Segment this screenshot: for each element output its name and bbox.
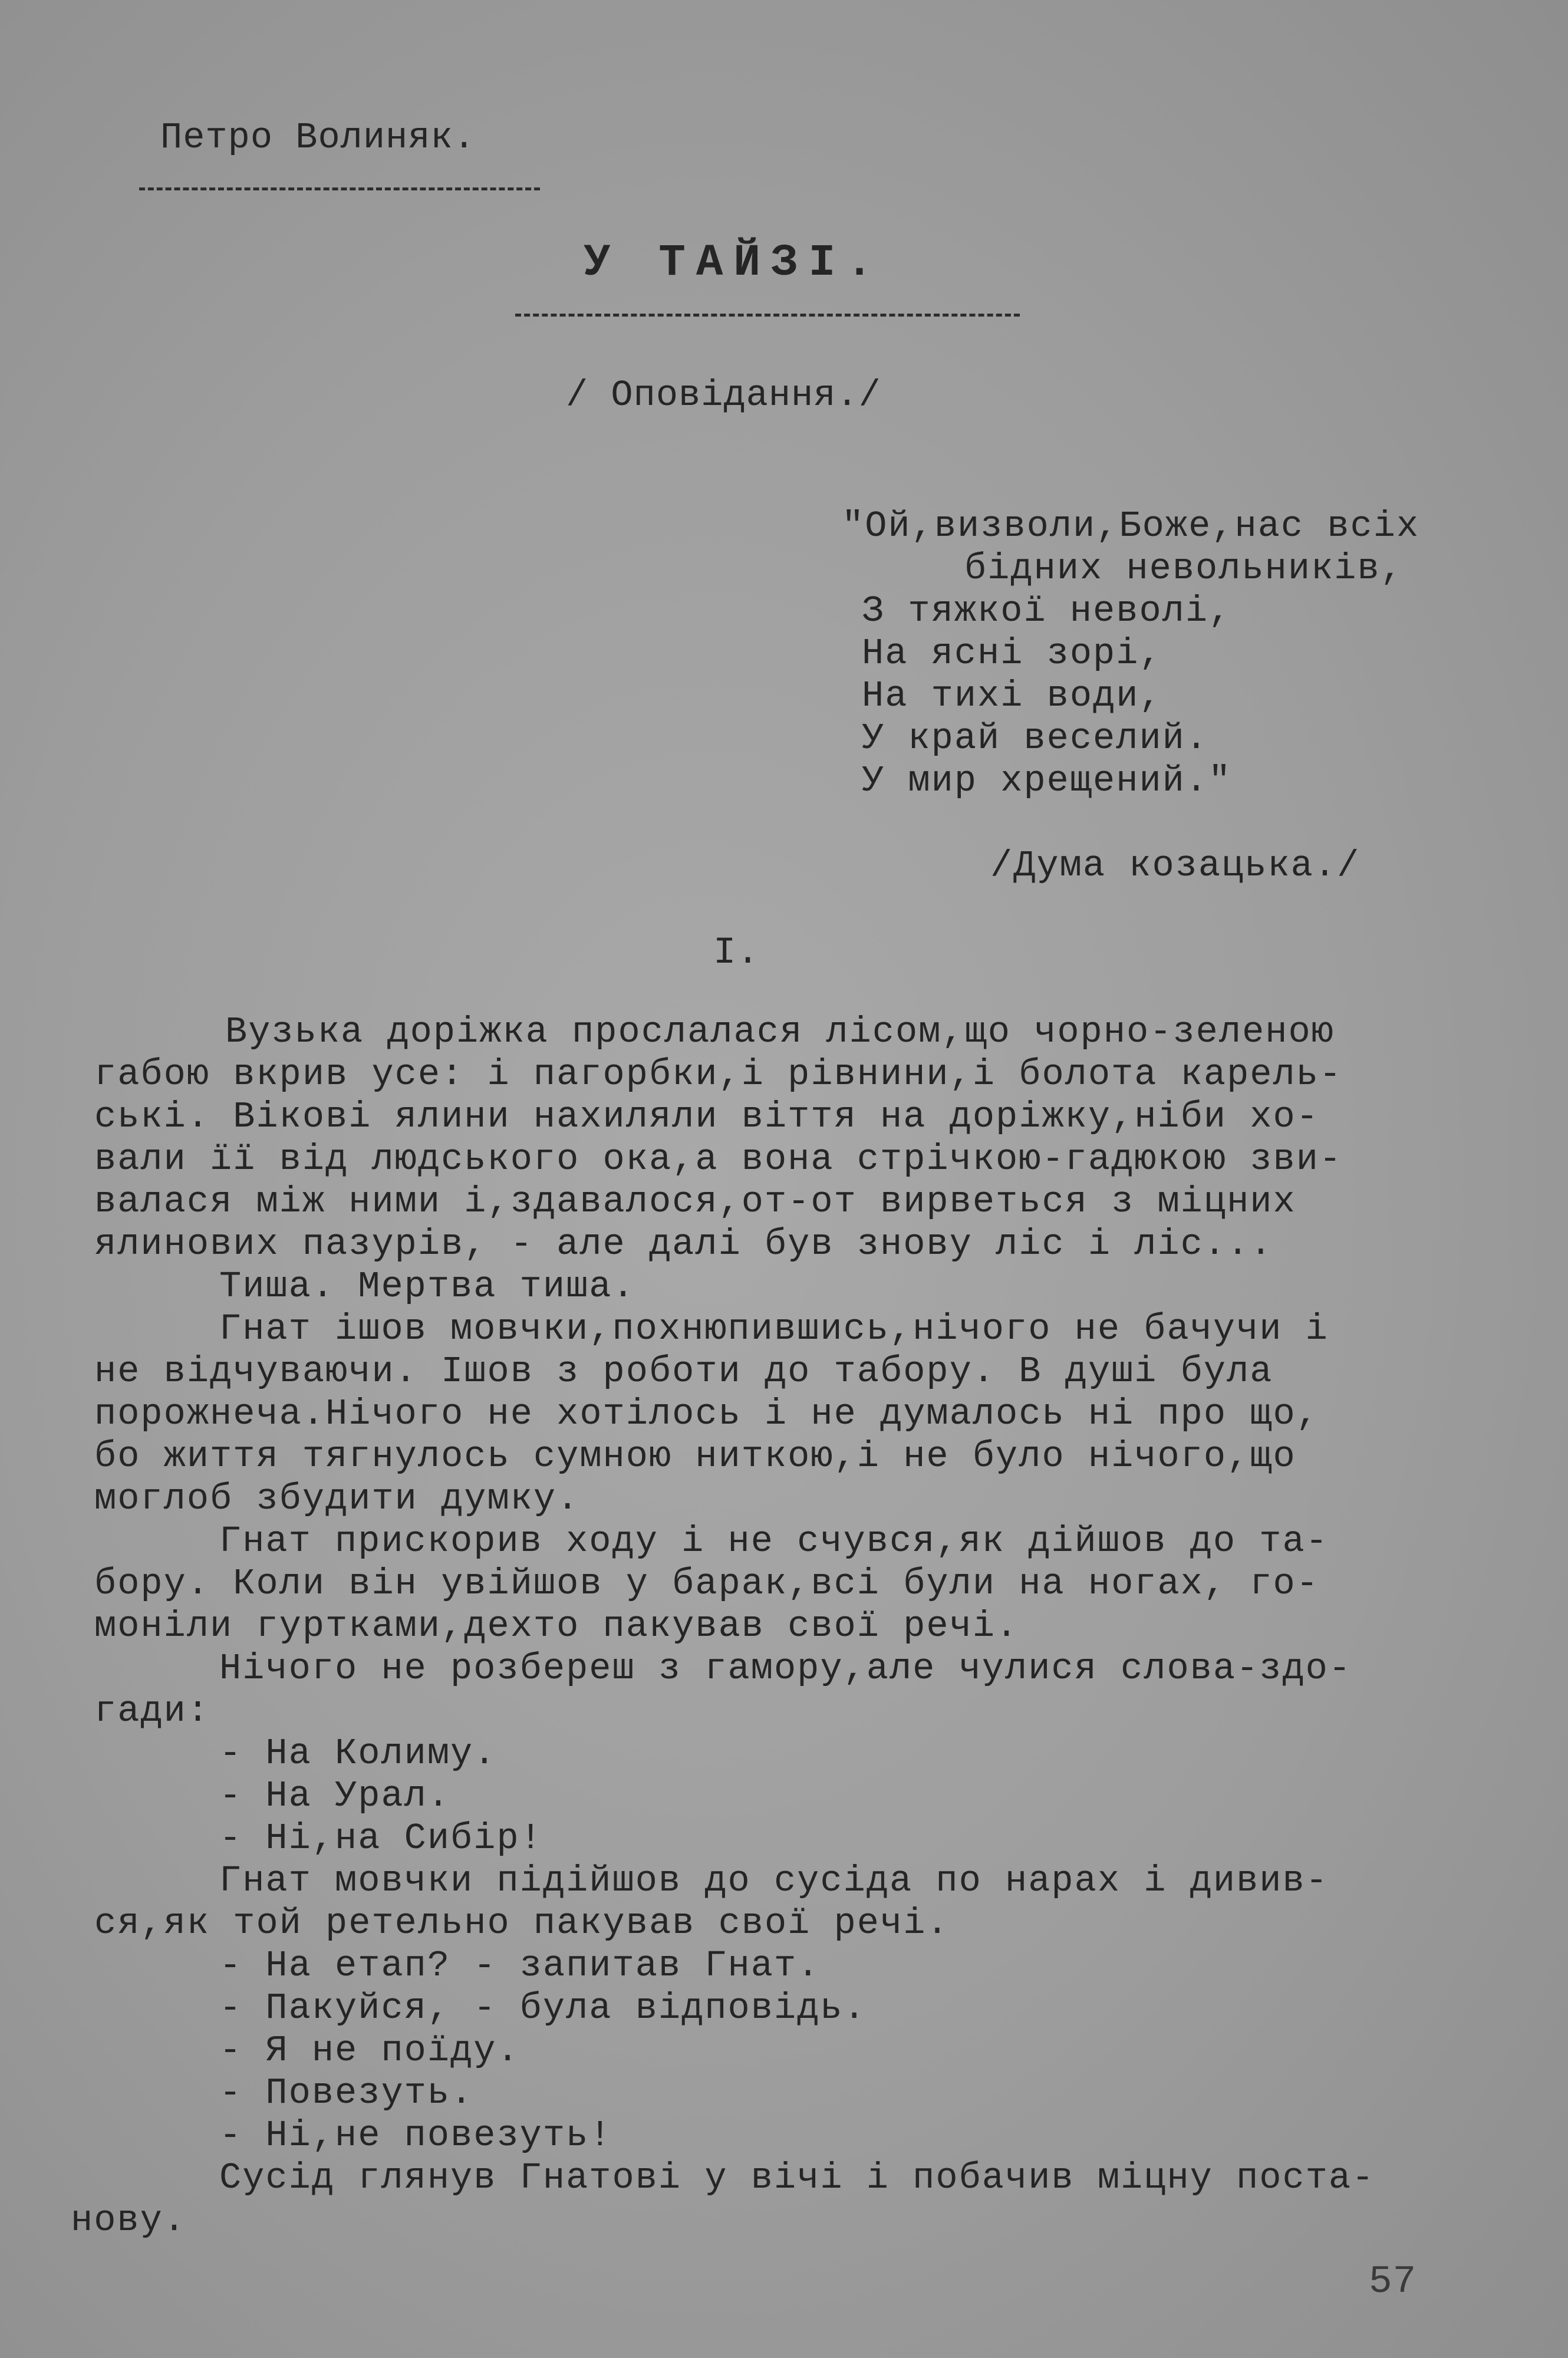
title-underline [515,314,1020,317]
text-line: габою вкрив усе: і пагорбки,і рівнини,і болота карель- [94,1053,1343,1095]
text-line: - Пакуйся, - була відповідь. [219,1987,867,2029]
text-line: моглоб збудити думку. [94,1478,580,1520]
text-line: ся,як той ретельно пакував свої речі. [94,1902,950,1944]
text-line: Гнат прискорив ходу і не счувся,як дійшов до та- [219,1520,1329,1562]
epigraph-line: З тяжкої неволі, [862,590,1232,632]
text-line: Гнат мовчки підійшов до сусіда по нарах і дивив- [219,1860,1329,1902]
text-line: ські. Вікові ялини нахиляли віття на доріжку,ніби хо- [94,1096,1319,1138]
story-subtitle: / Оповідання./ [566,374,881,416]
text-line: Сусід глянув Гнатові у вічі і побачив міцну поста- [219,2157,1375,2199]
text-line: Тиша. Мертва тиша. [219,1266,635,1308]
epigraph-line: У мир хрещений." [862,760,1232,802]
epigraph-line: У край веселий. [862,717,1209,759]
text-line: Нічого не розбереш з гамору,але чулися слова-здо- [219,1648,1352,1690]
text-line: - На Колиму. [219,1733,497,1774]
text-line: порожнеча.Нічого не хотілось і не думалось ні про що, [94,1393,1319,1435]
text-line: - Повезуть. [219,2072,474,2114]
epigraph-line: бідних невольників, [964,548,1404,590]
text-line: нову. [71,2199,187,2241]
text-line: вали її від людського ока,а вона стрічкою-гадюкою зви- [94,1138,1343,1180]
author-name: Петро Волиняк. [160,117,476,159]
text-line: ялинових пазурів, - але далі був знову ліс і ліс... [94,1223,1273,1265]
page-number: 57 [1369,2260,1417,2304]
epigraph-source: /Дума козацька./ [990,845,1361,887]
text-line: - Ні,не повезуть! [219,2115,612,2156]
author-underline [139,187,540,190]
text-line: не відчуваючи. Ішов з роботи до табору. В душі була [94,1351,1273,1392]
text-line: - На етап? - запитав Гнат. [219,1945,821,1987]
text-line: Гнат ішов мовчки,похнюпившись,нічого не бачучи і [219,1308,1329,1350]
text-line: бо життя тягнулось сумною ниткою,і не було нічого,що [94,1435,1296,1477]
text-line: - Я не поїду. [219,2030,520,2072]
epigraph-line: На ясні зорі, [862,633,1162,674]
epigraph-line: На тихі води, [862,675,1162,717]
chapter-number: I. [713,932,760,974]
text-line: моніли гуртками,дехто пакував свої речі. [94,1605,1019,1647]
epigraph-line: "Ой,визволи,Боже,нас всіх [842,505,1420,547]
text-line: Вузька доріжка прослалася лісом,що чорно-зеленою [225,1011,1335,1053]
text-line: валася між ними і,здавалося,от-от вирветься з міцних [94,1181,1296,1223]
text-line: бору. Коли він увійшов у барак,всі були на ногах, го- [94,1563,1319,1605]
text-line: гади: [94,1690,210,1732]
story-title: У ТАЙЗІ. [584,238,884,288]
text-line: - На Урал. [219,1775,451,1817]
text-line: - Ні,на Сибір! [219,1817,543,1859]
